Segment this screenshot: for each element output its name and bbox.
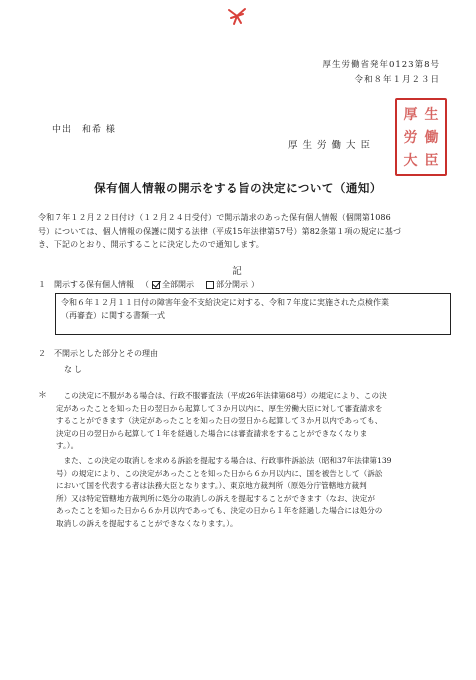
full-disclosure-label: 全部開示 — [162, 280, 194, 289]
disclosed-info-line: （再審査）に関する書類一式 — [61, 310, 165, 320]
official-seal — [395, 98, 447, 176]
seal-char: 働 — [424, 129, 439, 146]
section-2-header — [38, 348, 158, 359]
note-line: 定があったことを知った日の翌日から起算して３か月以内に、厚生労働大臣に対して審査請求を — [56, 403, 383, 413]
notes-section — [38, 390, 452, 531]
disclosed-info-line: 令和６年１２月１１日付の障害年金不支給決定に対する、令和７年度に実施された点検作業 — [61, 298, 389, 307]
body-line: き、下記のとおり、開示することに決定したので通知します。 — [38, 240, 264, 249]
seal-char: 生 — [424, 107, 439, 124]
document-number: 厚生労働省発年0123第8号 — [322, 60, 440, 70]
section-2-label: 不開示とした部分とその理由 — [54, 349, 158, 358]
note-line: 所）又は特定管轄地方裁判所に処分の取消しの訴えを提起することができます（なお、決定が — [56, 493, 375, 503]
note-appeal — [38, 390, 452, 453]
document-date: 令和８年１月２３日 — [354, 75, 440, 85]
note-line: す。）。 — [56, 441, 79, 451]
seal-char: 大 — [403, 152, 418, 169]
note-line: において国を代表する者は法務大臣となります。）、東京地方裁判所（原処分庁管轄地方裁判 — [56, 481, 367, 491]
top-stamp-mark — [226, 6, 248, 26]
seal-char: 厚 — [403, 107, 418, 124]
section-1-number: １ — [38, 280, 46, 289]
body-line: 令和７年１２月２２日付け（１２月２４日受付）で開示請求のあった保有個人情報（個開第1086 — [38, 213, 391, 222]
note-line: 号）の規定により、この決定があったことを知った日から６か月以内に、国を被告として（訴訟 — [56, 468, 383, 478]
issuer: 厚生労働大臣 — [288, 140, 376, 151]
note-line: あったことを知った日から６か月以内であっても、決定の日から１年を経過した場合には処分の — [56, 506, 383, 516]
addressee: 中出 和希 様 — [52, 125, 116, 135]
note-line: この決定に不服がある場合は、行政不服審査法（平成26年法律第68号）の規定により、この決 — [63, 391, 387, 400]
section-2-value: なし — [64, 365, 84, 374]
partial-disclosure-checkbox — [206, 281, 214, 289]
seal-char: 臣 — [424, 152, 439, 169]
full-disclosure-option: （ 全部開示 — [141, 280, 194, 289]
full-disclosure-checkbox — [152, 281, 160, 289]
document-title: 保有個人情報の開示をする旨の決定について（通知） — [94, 181, 382, 195]
partial-disclosure-label: 部分開示 — [216, 280, 248, 289]
note-lawsuit — [38, 455, 452, 531]
note-line: 取消しの訴えを提起することができなくなります。）。 — [56, 518, 238, 528]
body-line: 号）については、個人情報の保護に関する法律（平成15年法律第57号）第82条第１項の規定に基づ — [38, 226, 402, 236]
disclosed-info-box — [55, 293, 451, 335]
note-line: また、この決定の取消しを求める訴訟を提起する場合は、行政事件訴訟法（昭和37年法律第139 — [63, 455, 392, 465]
section-1-label: 開示する保有個人情報 — [54, 280, 134, 289]
ki-heading: 記 — [232, 266, 244, 277]
section-2-number: ２ — [38, 349, 46, 358]
document-number-block — [322, 58, 440, 88]
seal-char: 労 — [403, 129, 418, 146]
note-marker: ＊ — [38, 391, 48, 401]
section-1-header — [38, 279, 260, 290]
note-line: 決定の日の翌日から起算して１年を経過した場合には審査請求をすることができなくなりま — [56, 428, 368, 438]
partial-disclosure-option: 部分開示 ） — [206, 279, 260, 290]
body-paragraph — [38, 211, 452, 252]
note-line: することができます（決定があったことを知った日の翌日から起算して３か月以内であっても、 — [56, 416, 383, 426]
